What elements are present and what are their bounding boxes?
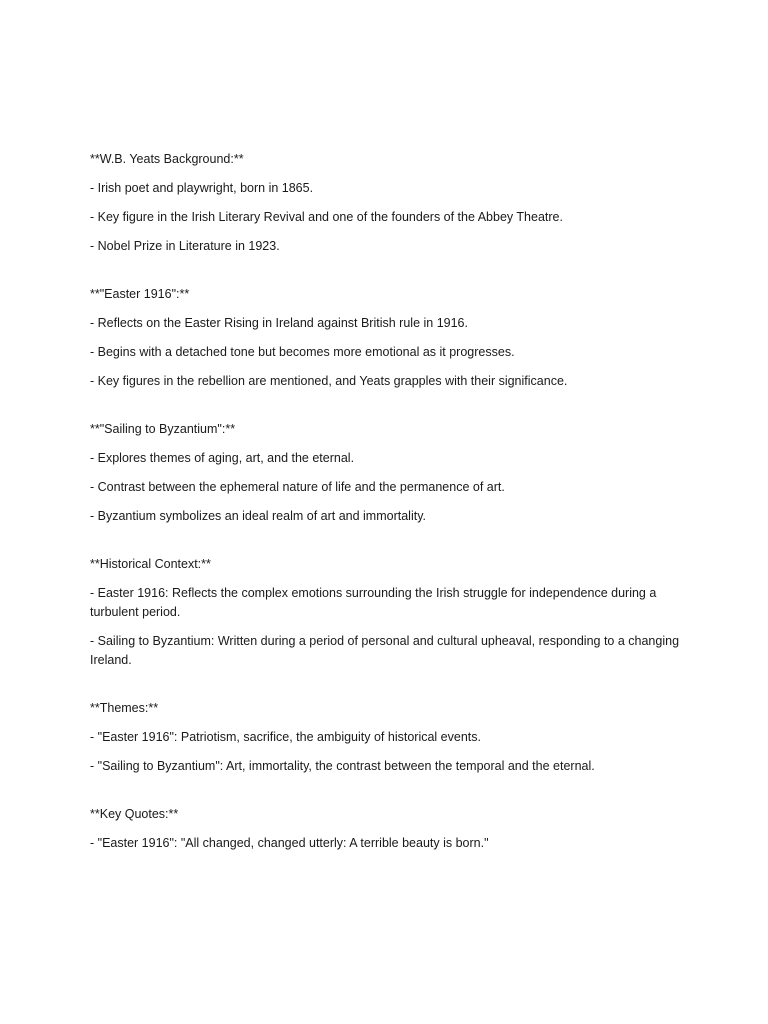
section-key-quotes (90, 805, 690, 853)
section-heading: **"Sailing to Byzantium":** (90, 422, 236, 436)
section-heading: **Historical Context:** (90, 557, 211, 571)
section-historical-context (90, 555, 690, 670)
section-heading: **Key Quotes:** (90, 807, 179, 821)
section-themes (90, 699, 690, 776)
section-easter-1916 (90, 285, 690, 391)
list-item: - Nobel Prize in Literature in 1923. (90, 239, 280, 253)
list-item: - Irish poet and playwright, born in 1865. (90, 181, 314, 195)
list-item: - Explores themes of aging, art, and the eternal. (90, 451, 355, 465)
list-item: - Reflects on the Easter Rising in Ireland against British rule in 1916. (90, 316, 468, 330)
section-heading: **"Easter 1916":** (90, 287, 190, 301)
list-item: - "Sailing to Byzantium": Art, immortality, the contrast between the temporal and the eternal. (90, 759, 595, 773)
list-item: - "Easter 1916": "All changed, changed utterly: A terrible beauty is born." (90, 836, 489, 850)
list-item: - Begins with a detached tone but becomes more emotional as it progresses. (90, 345, 515, 359)
list-item: - Key figure in the Irish Literary Revival and one of the founders of the Abbey Theatre. (90, 210, 563, 224)
list-item: - Contrast between the ephemeral nature of life and the permanence of art. (90, 480, 505, 494)
list-item: - Byzantium symbolizes an ideal realm of art and immortality. (90, 509, 426, 523)
list-item: - Sailing to Byzantium: Written during a period of personal and cultural upheaval, responding to a changing Ireland. (90, 634, 680, 667)
section-heading: **W.B. Yeats Background:** (90, 152, 244, 166)
list-item: - Key figures in the rebellion are mentioned, and Yeats grapples with their significance. (90, 374, 568, 388)
section-sailing-to-byzantium (90, 420, 690, 526)
section-yeats-background (90, 150, 690, 256)
list-item: - "Easter 1916": Patriotism, sacrifice, the ambiguity of historical events. (90, 730, 481, 744)
list-item: - Easter 1916: Reflects the complex emotions surrounding the Irish struggle for independence during a turbulent period. (90, 586, 657, 619)
document-page (90, 150, 690, 882)
section-heading: **Themes:** (90, 701, 159, 715)
